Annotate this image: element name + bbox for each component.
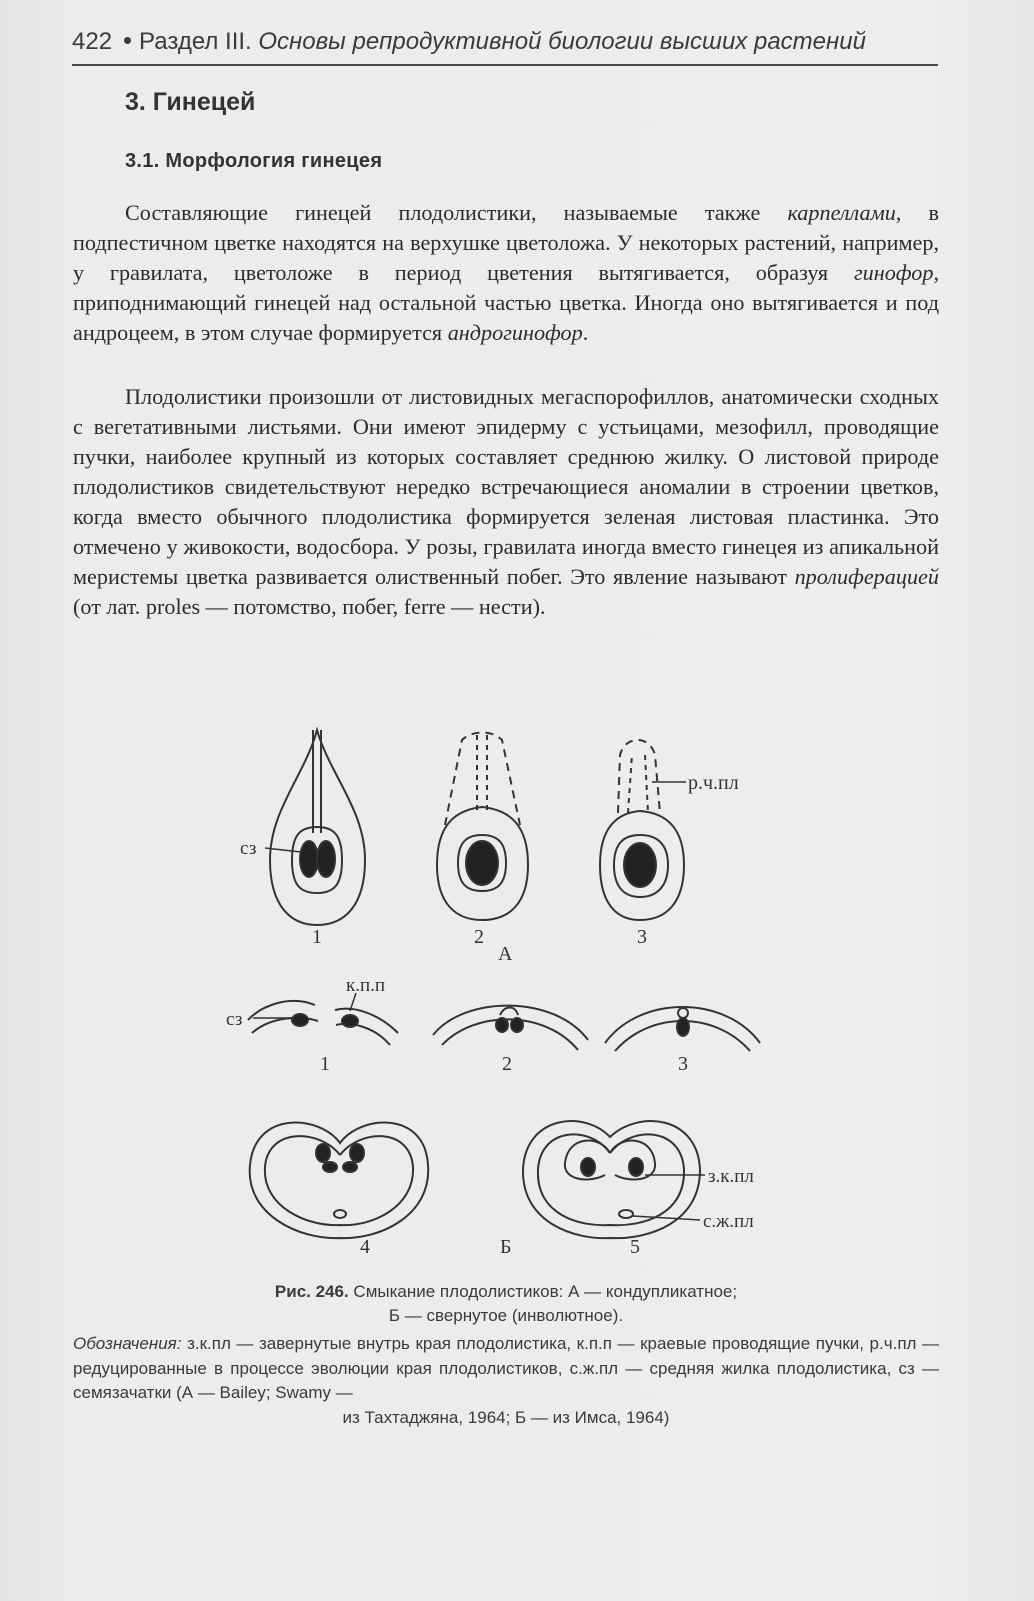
- paragraph-2-text-a: Плодолистики произошли от листовидных мегаспорофиллов, анатомически сходных с вегетативными листьями. Они имеют эпидерму с устьицами, мезофилл, проводящие пучки, наиболее крупный из которых составляет среднюю жилку. О листовой природе плодолистиков свидетельствуют нередко встречающиеся аномалии в строении цветков, когда вместо обычного плодолистика формируется зеленая листовая пластинка. Это отмечено у живокости, водосбора. У розы, гравилата иногда вместо гинецея из апикальной меристемы цветка развивается олиственный побег. Это явление называют: [73, 384, 939, 589]
- figure-246: [0, 715, 1034, 1275]
- label-a2: 2: [474, 926, 484, 948]
- label-sz-a: сз: [240, 838, 257, 859]
- paragraph-1-text-a: Составляющие гинецей плодолистики, называемые также: [125, 200, 788, 225]
- running-head: [72, 28, 938, 56]
- notes-text-last: из Тахтаджяна, 1964; Б — из Имса, 1964): [342, 1407, 670, 1427]
- label-zkpl: з.к.пл: [708, 1166, 754, 1187]
- label-kpp: к.п.п: [346, 975, 386, 996]
- label-rchpl: р.ч.пл: [688, 772, 739, 794]
- carpel-a3-drawing: [600, 740, 684, 920]
- ovule-icon: [300, 841, 318, 877]
- section-heading: 3.1. Морфология гинецея: [125, 150, 383, 172]
- label-group-a: А: [498, 943, 513, 965]
- paragraph-2-text-b: (от лат. proles — потомство, побег, ferre — нести).: [73, 594, 546, 619]
- label-b5: 5: [630, 1236, 640, 1258]
- section-title: Основы репродуктивной биологии высших растений: [258, 28, 866, 55]
- label-sz-b: сз: [226, 1009, 243, 1030]
- paragraph-1-text-d: .: [582, 320, 589, 345]
- carpel-a2-drawing: [437, 733, 528, 921]
- ovule-icon: [343, 1162, 357, 1172]
- caption-line-1: [73, 1280, 939, 1304]
- ovule-icon: [323, 1162, 337, 1172]
- ovule-icon: [466, 841, 498, 885]
- term-carpels: карпеллами: [787, 200, 896, 225]
- caption-text-1: Смыкание плодолистиков: А — кондупликатное;: [353, 1282, 738, 1301]
- figure-caption: [73, 1280, 939, 1328]
- ovule-icon: [677, 1018, 689, 1036]
- term-proliferation: пролиферацией: [794, 564, 939, 589]
- ovule-icon: [511, 1018, 523, 1032]
- figure-notes: [73, 1332, 939, 1430]
- page-number: 422: [72, 28, 113, 55]
- label-group-b: Б: [500, 1236, 512, 1258]
- carpel-b5-drawing: [523, 1121, 700, 1238]
- carpel-b1-drawing: [248, 1001, 398, 1045]
- label-a1: 1: [312, 926, 322, 948]
- notes-text: з.к.пл — завернутые внутрь края плодолистика, к.п.п — краевые проводящие пучки, р.ч.пл — редуцированные в процессе эволюции края плодолистиков, с.ж.пл — средняя жилка плодолистика, сз — семязачатки (А — Bailey; Swamy —: [73, 1334, 939, 1402]
- carpel-b4-drawing: [250, 1123, 429, 1239]
- label-a3: 3: [637, 926, 647, 948]
- ovule-icon: [342, 1015, 358, 1027]
- chapter-heading: 3. Гинецей: [125, 88, 256, 116]
- figure-drawing: [0, 715, 1034, 1275]
- paragraph-2: [73, 382, 939, 622]
- ovule-icon: [350, 1144, 364, 1162]
- label-b2: 2: [502, 1053, 512, 1075]
- bullet-icon: [124, 37, 131, 44]
- ovule-icon: [292, 1014, 308, 1026]
- term-androgynophore: андрогинофор: [447, 320, 583, 345]
- term-gynophore: гинофор: [853, 260, 934, 285]
- label-szhpl: с.ж.пл: [703, 1211, 754, 1232]
- ovule-icon: [624, 843, 656, 887]
- caption-label: Рис. 246.: [274, 1282, 349, 1301]
- notes-label: Обозначения:: [73, 1334, 182, 1353]
- label-b4: 4: [360, 1236, 370, 1258]
- paragraph-1-text-c: , приподнимающий гинецей над остальной частью цветка. Иногда оно вытягивается и под андроцеем, в этом случае формируется: [73, 260, 939, 345]
- paragraph-1-text-b: , в подпестичном цветке находятся на верхушке цветоложа. У некоторых растений, например, у гравилата, цветоложе в период цветения вытягивается, образуя: [73, 200, 939, 285]
- ovule-icon: [317, 841, 335, 877]
- header-rule: [72, 64, 938, 66]
- section-label: Раздел III.: [139, 28, 252, 55]
- ovule-icon: [316, 1144, 330, 1162]
- ovule-icon: [581, 1158, 595, 1176]
- carpel-a1-drawing: [270, 730, 365, 925]
- label-b1: 1: [320, 1053, 330, 1075]
- ovule-icon: [496, 1018, 508, 1032]
- label-b3: 3: [678, 1053, 688, 1075]
- ovule-icon: [629, 1158, 643, 1176]
- pointer-line: [632, 1216, 700, 1220]
- caption-text-2: Б — свернутое (инволютное).: [388, 1306, 624, 1325]
- paragraph-1: [73, 198, 939, 348]
